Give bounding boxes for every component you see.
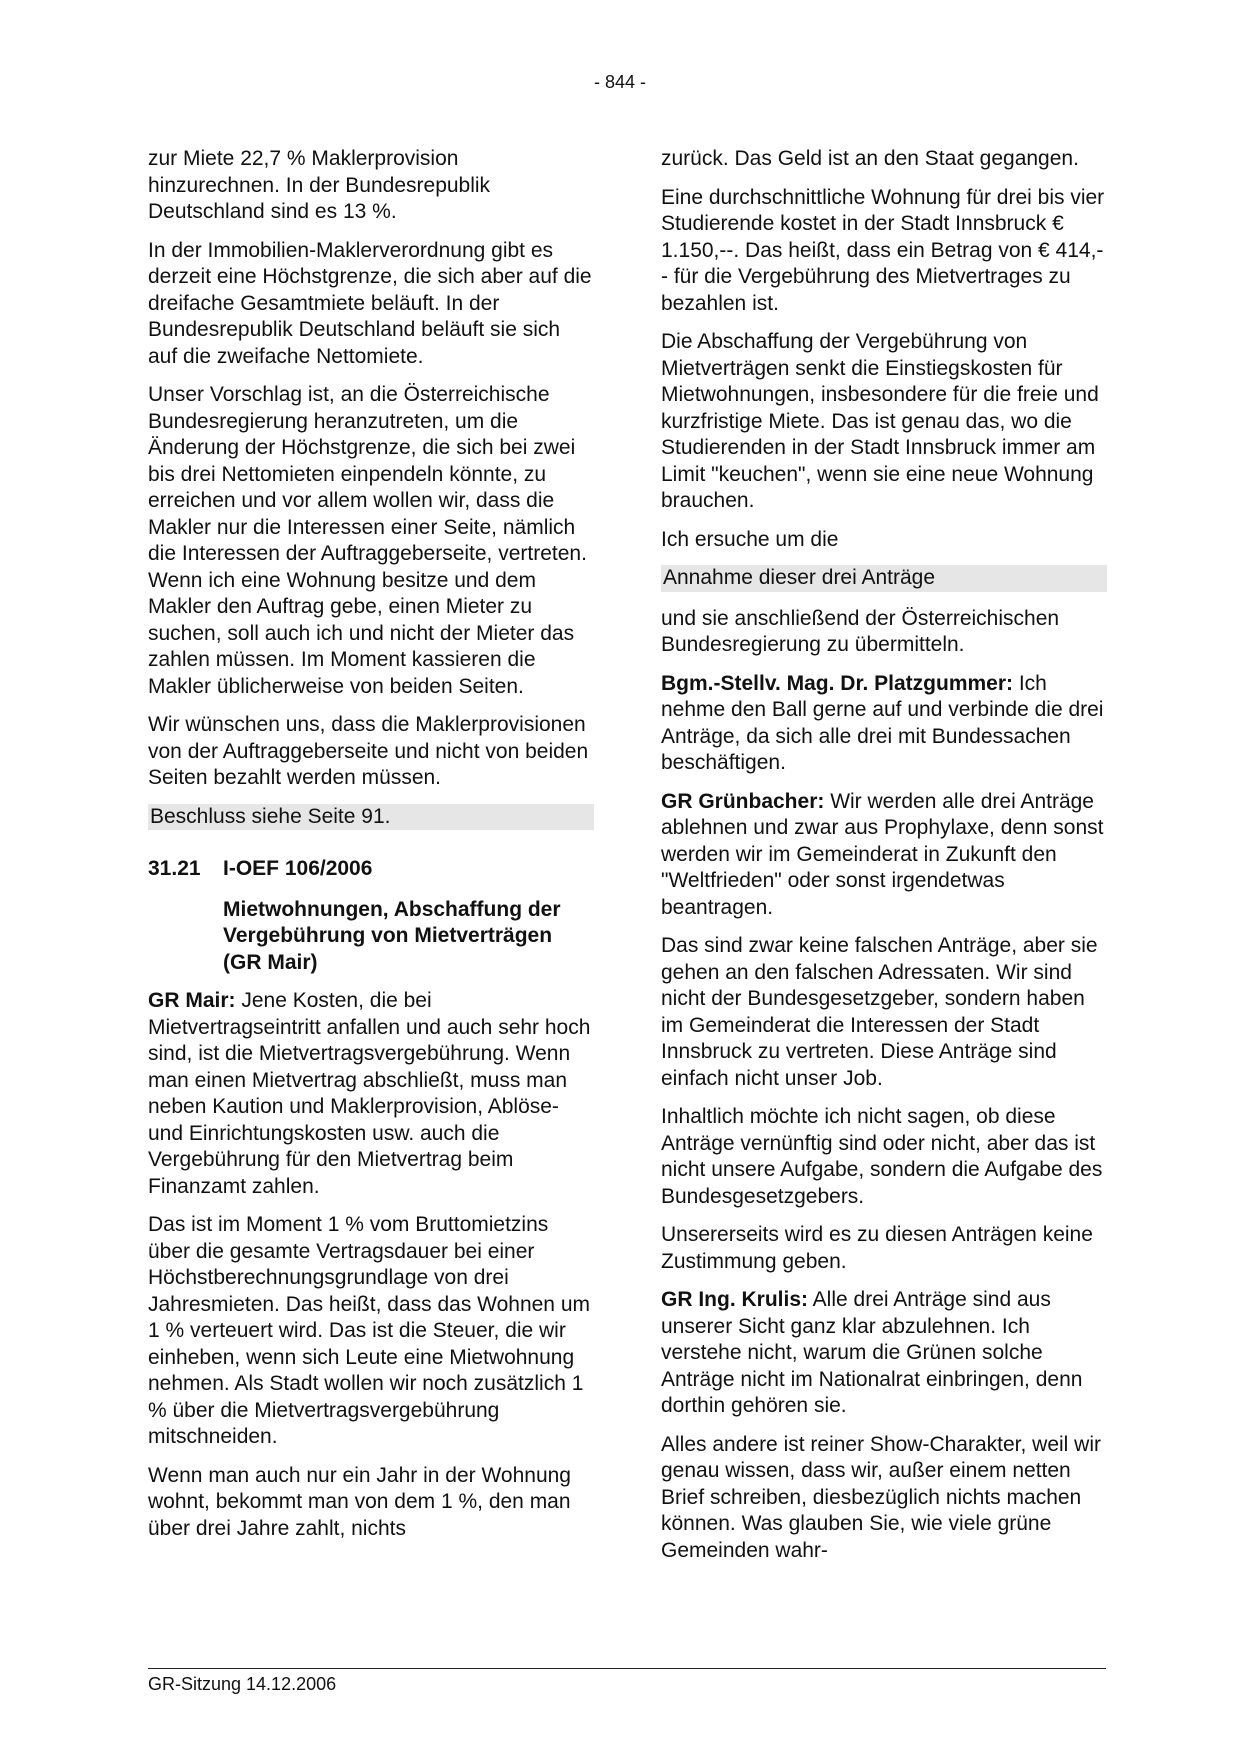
section-heading [148,856,594,883]
motion-request: Annahme dieser drei Anträge [661,565,1107,592]
section-title: Mietwohnungen, Abschaffung der Vergebührung von Mietverträgen (GR Mair) [223,897,561,974]
speaker-name: Bgm.-Stellv. Mag. Dr. Platzgummer: [661,671,1014,695]
paragraph: Inhaltlich möchte ich nicht sagen, ob diese Anträge vernünftig sind oder nicht, aber das ist nicht unsere Aufgabe, sondern die Aufgabe des Bundesgesetzgebers. [661,1105,1103,1208]
speech-paragraph [661,789,1107,922]
section-number: 31.21 [148,857,201,880]
speech-text: Jene Kosten, die bei Mietvertragseintritt anfallen und auch sehr hoch sind, ist die Mietvertragsvergebührung. Wenn man einen Mietvertrag abschließt, muss man neben Kaution und Maklerprovision, Ablöse- und Einrichtungskosten usw. auch die Vergebührung für den Mietvertrag beim Finanzamt zahlen. [148,989,591,1198]
footer-divider [148,1668,1106,1669]
paragraph: zur Miete 22,7 % Maklerprovision hinzurechnen. In der Bundesrepublik Deutschland sind es 13 %. [148,147,491,223]
paragraph: Alles andere ist reiner Show-Charakter, weil wir genau wissen, dass wir, außer einem netten Brief schreiben, diesbezüglich nichts machen können. Was glauben Sie, wie viele grüne Gemeinden wahr- [661,1432,1102,1562]
speech-text: Wir werden alle drei Anträge ablehnen und zwar aus Prophylaxe, denn sonst werden wir im Gemeinderat in Zukunft den "Weltfrieden" oder sonst irgendetwas beantragen. [661,789,1104,919]
speech-paragraph [148,988,594,1200]
speech-paragraph [661,1287,1107,1420]
speaker-name: GR Ing. Krulis: [661,1288,808,1311]
paragraph: Unsererseits wird es zu diesen Anträgen keine Zustimmung geben. [661,1223,1093,1273]
paragraph: In der Immobilien-Maklerverordnung gibt es derzeit eine Höchstgrenze, die sich aber auf die dreifache Gesamtmiete beläuft. In der Bundesrepublik Deutschland beläuft sie sich auf die zweifache Nettomiete. [148,238,592,368]
paragraph: Die Abschaffung der Vergebührung von Mietverträgen senkt die Einstiegskosten für Mietwohnungen, insbesondere für die freie und kurzfristige Miete. Das ist genau das, wo die Studierenden in der Stadt Innsbruck immer am Limit "keuchen", wenn sie eine neue Wohnung brauchen. [661,330,1099,512]
paragraph: Eine durchschnittliche Wohnung für drei bis vier Studierende kostet in der Stadt Innsbruck € 1.150,--. Das heißt, dass ein Betrag von € 414,-- für die Vergebührung des Mietvertrages zu bezahlen ist. [661,185,1105,315]
paragraph: Wir wünschen uns, dass die Maklerprovisionen von der Auftraggeberseite und nicht von beiden Seiten bezahlt werden müssen. [148,713,589,789]
paragraph: Wenn man auch nur ein Jahr in der Wohnung wohnt, bekommt man von dem 1 %, den man über drei Jahre zahlt, nichts [148,1463,571,1540]
speech-text: Ich nehme den Ball gerne auf und verbinde die drei Anträge, da sich alle drei mit Bundessachen beschäftigen. [661,671,1104,774]
paragraph: zurück. Das Geld ist an den Staat gegangen. [661,147,1079,170]
right-column [661,146,1107,1576]
left-column [148,146,594,1554]
paragraph: Unser Vorschlag ist, an die Österreichische Bundesregierung heranzutreten, um die Änderung der Höchstgrenze, die sich bei zwei bis drei Nettomieten einpendeln könnte, zu erreichen und vor allem wollen wir, dass die Makler nur die Interessen einer Seite, nämlich die Interessen der Auftraggeberseite, vertreten. Wenn ich eine Wohnung besitze und dem Makler den Auftrag gebe, einen Mieter zu suchen, soll auch ich und nicht der Mieter das zahlen müssen. Im Moment kassieren die Makler üblicherweise von beiden Seiten. [148,383,587,698]
page-number: - 844 - [593,72,647,92]
speaker-name: GR Grünbacher: [661,789,825,813]
speaker-name: GR Mair: [148,989,236,1012]
paragraph: Das ist im Moment 1 % vom Bruttomietzins über die gesamte Vertragsdauer bei einer Höchstberechnungsgrundlage von drei Jahresmieten. Das heißt, dass das Wohnen um 1 % verteuert wird. Das ist die Steuer, die wir einheben, wenn sich Leute eine Mietwohnung nehmen. Als Stadt wollen wir noch zusätzlich 1 % über die Mietvertragsvergebührung mitschneiden. [148,1213,590,1448]
speech-text: Alle drei Anträge sind aus unserer Sicht ganz klar abzulehnen. Ich verstehe nicht, warum die Grünen solche Anträge nicht im Nationalrat einbringen, denn dorthin gehören sie. [661,1288,1083,1417]
footer-text: GR-Sitzung 14.12.2006 [148,1674,337,1694]
section-code: I-OEF 106/2006 [223,857,373,880]
paragraph: Ich ersuche um die [661,527,839,551]
paragraph: und sie anschließend der Österreichischen Bundesregierung zu übermitteln. [661,606,1060,656]
paragraph: Das sind zwar keine falschen Anträge, aber sie gehen an den falschen Adressaten. Wir sind nicht der Bundesgesetzgeber, sondern haben im Gemeinderat die Interessen der Stadt Innsbruck zu vertreten. Diese Anträge sind einfach nicht unser Job. [661,934,1098,1090]
speech-paragraph [661,671,1107,777]
resolution-note: Beschluss siehe Seite 91. [148,804,594,831]
